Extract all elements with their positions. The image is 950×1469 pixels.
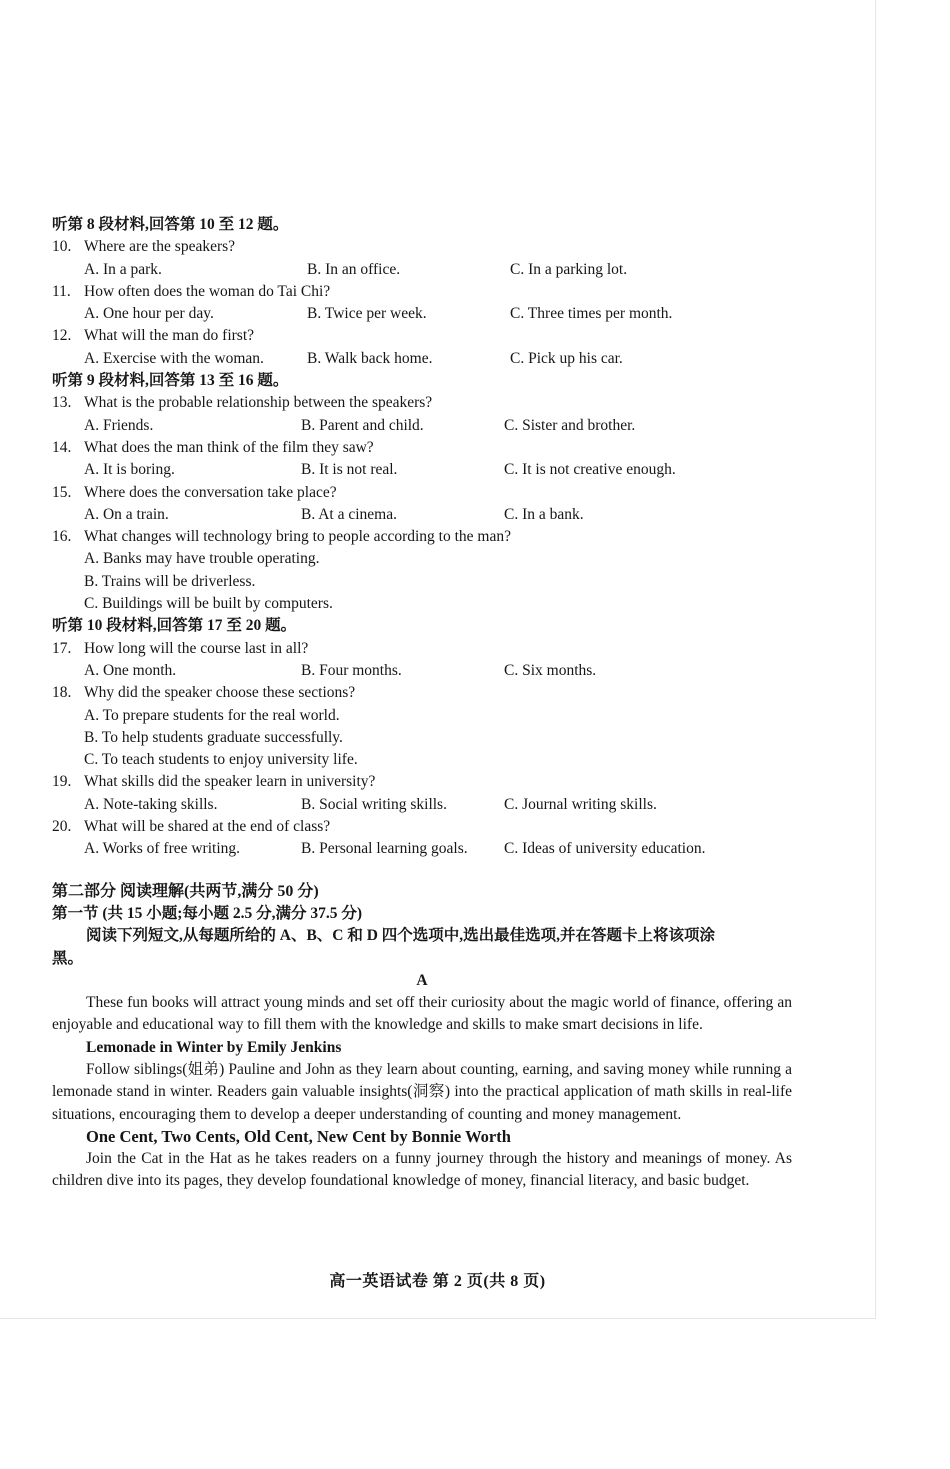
question-14 [52,437,792,482]
question-text: What is the probable relationship between the speakers? [84,394,433,412]
option-a: A. Friends. [84,416,154,434]
question-text: Where does the conversation take place? [84,483,337,501]
question-number: 12. [52,327,72,345]
option-c: C. To teach students to enjoy university life. [84,751,358,769]
question-text: Where are the speakers? [84,238,236,256]
part2-title: 第二部分 阅读理解(共两节,满分 50 分) [52,882,319,900]
question-19 [52,771,792,816]
question-text: How often does the woman do Tai Chi? [84,282,331,300]
question-number: 19. [52,773,72,791]
option-c: C. Buildings will be built by computers. [84,595,333,613]
question-16 [52,526,792,615]
question-text: What will the man do first? [84,327,255,345]
question-number: 20. [52,818,72,836]
option-a: A. Banks may have trouble operating. [84,550,320,568]
option-c: C. It is not creative enough. [504,461,676,479]
passage-label: A [416,971,428,989]
question-text: How long will the course last in all? [84,639,309,657]
option-a: A. In a park. [84,260,162,278]
option-b: B. Trains will be driverless. [84,572,256,590]
option-c: C. Journal writing skills. [504,795,657,813]
option-a: A. Exercise with the woman. [84,349,264,367]
question-text: What skills did the speaker learn in university? [84,773,376,791]
question-text: What will be shared at the end of class? [84,818,331,836]
section-header-8: 听第 8 段材料,回答第 10 至 12 题。 [52,216,289,233]
option-b: B. Personal learning goals. [301,840,468,858]
option-b: B. In an office. [307,260,401,278]
question-number: 14. [52,438,72,456]
option-b: B. Walk back home. [307,349,433,367]
option-a: A. To prepare students for the real world. [84,706,340,724]
question-number: 11. [52,282,71,300]
option-b: B. At a cinema. [301,505,397,523]
instruction-line-1: 阅读下列短文,从每题所给的 A、B、C 和 D 四个选项中,选出最佳选项,并在答题卡上将该项涂 [86,927,716,945]
option-c: C. Six months. [504,661,597,679]
question-12 [52,325,792,370]
option-b: B. Twice per week. [307,305,427,323]
option-a: A. Note-taking skills. [84,795,218,813]
book1-title: Lemonade in Winter by Emily Jenkins [86,1038,342,1056]
question-number: 15. [52,483,72,501]
option-a: A. It is boring. [84,461,175,479]
book2-title: One Cent, Two Cents, Old Cent, New Cent by Bonnie Worth [86,1126,511,1146]
instruction-line-2: 黑。 [52,949,84,967]
question-number: 13. [52,394,72,412]
question-15 [52,482,792,527]
option-a: A. Works of free writing. [84,840,241,858]
question-13 [52,392,792,437]
question-17 [52,638,792,683]
option-c: C. In a bank. [504,505,584,523]
question-text: What changes will technology bring to people according to the man? [84,528,511,546]
option-b: B. Social writing skills. [301,795,447,813]
option-a: A. On a train. [84,505,169,523]
option-b: B. To help students graduate successfully. [84,728,343,746]
question-number: 10. [52,238,72,256]
book1-description: Follow siblings(姐弟) Pauline and John as they learn about counting, earning, and saving money while running a lemonade stand in winter. Readers gain valuable insights(洞察) into the practical application of math skills in real-life situations, encouraging them to develop a deeper understanding of counting and money management. [52,1060,792,1123]
section1-title: 第一节 (共 15 小题;每小题 2.5 分,满分 37.5 分) [52,904,362,922]
option-c: C. Ideas of university education. [504,840,706,858]
option-a: A. One month. [84,661,177,679]
page-footer: 高一英语试卷 第 2 页(共 8 页) [329,1273,546,1290]
question-number: 17. [52,639,72,657]
passage-intro: These fun books will attract young minds and set off their curiosity about the magic world of finance, offering an enjoyable and educational way to fill them with the knowledge and skills to make smart decisions in life. [52,994,792,1034]
option-b: B. Four months. [301,661,402,679]
option-c: C. In a parking lot. [510,260,628,278]
option-a: A. One hour per day. [84,305,214,323]
question-text: Why did the speaker choose these sections? [84,684,356,702]
option-b: B. Parent and child. [301,416,424,434]
option-c: C. Three times per month. [510,305,673,323]
question-number: 18. [52,684,72,702]
option-c: C. Pick up his car. [510,349,623,367]
option-b: B. It is not real. [301,461,398,479]
section-header-9: 听第 9 段材料,回答第 13 至 16 题。 [52,372,289,390]
book2-description: Join the Cat in the Hat as he takes readers on a funny journey through the history and meanings of money. As children dive into its pages, they develop foundational knowledge of money, financial literacy, and basic budget. [52,1150,792,1190]
option-c: C. Sister and brother. [504,416,636,434]
question-20 [52,816,792,861]
question-10 [52,236,792,281]
question-11 [52,281,792,326]
question-18 [52,682,792,771]
section-header-10: 听第 10 段材料,回答第 17 至 20 题。 [52,617,297,635]
question-number: 16. [52,528,72,546]
page-content [52,214,792,1193]
question-text: What does the man think of the film they saw? [84,438,374,456]
